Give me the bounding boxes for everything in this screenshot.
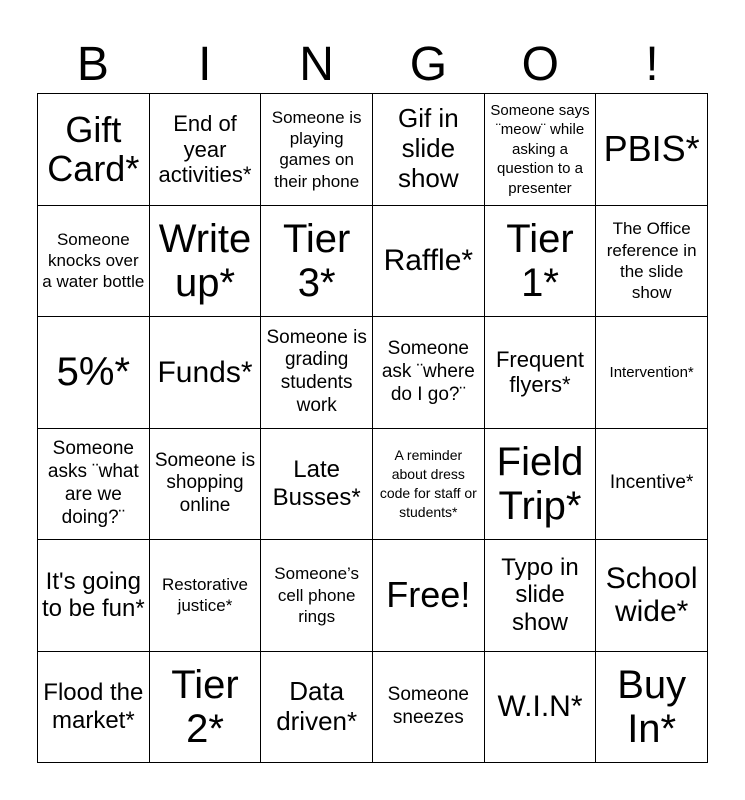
bingo-cell-r1-c6[interactable]: PBIS* [596,94,708,206]
bingo-cell-r3-c1[interactable]: 5%* [38,317,150,429]
bingo-cell-r2-c1[interactable]: Someone knocks over a water bottle [38,206,150,318]
bingo-cell-r5-c6[interactable]: School wide* [596,540,708,652]
bingo-cell-r5-c2[interactable]: Restorative justice* [150,540,262,652]
bingo-cell-r2-c3[interactable]: Tier 3* [261,206,373,318]
header-letter-n: N [299,38,334,91]
bingo-cell-r2-c4[interactable]: Raffle* [373,206,485,318]
bingo-cell-r6-c6[interactable]: Buy In* [596,652,708,764]
bingo-cell-r4-c6[interactable]: Incentive* [596,429,708,541]
header-letter-b: B [76,38,109,91]
bingo-cell-r2-c5[interactable]: Tier 1* [485,206,597,318]
bingo-cell-r3-c2[interactable]: Funds* [150,317,262,429]
bingo-board [37,93,708,763]
bingo-cell-r5-c5[interactable]: Typo in slide show [485,540,597,652]
bingo-cell-r3-c3[interactable]: Someone is grading students work [261,317,373,429]
bingo-cell-r6-c3[interactable]: Data driven* [261,652,373,764]
bingo-header [37,36,708,94]
bingo-cell-r6-c2[interactable]: Tier 2* [150,652,262,764]
bingo-cell-r5-c3[interactable]: Someone’s cell phone rings [261,540,373,652]
bingo-cell-r3-c6[interactable]: Intervention* [596,317,708,429]
bingo-cell-r1-c1[interactable]: Gift Card* [38,94,150,206]
bingo-cell-r1-c3[interactable]: Someone is playing games on their phone [261,94,373,206]
bingo-cell-r6-c4[interactable]: Someone sneezes [373,652,485,764]
bingo-cell-r5-c4[interactable]: Free! [373,540,485,652]
bingo-cell-r4-c5[interactable]: Field Trip* [485,429,597,541]
bingo-cell-r5-c1[interactable]: It's going to be fun* [38,540,150,652]
header-letter-g: G [409,38,448,91]
bingo-cell-r3-c4[interactable]: Someone ask ¨where do I go?¨ [373,317,485,429]
bingo-cell-r4-c3[interactable]: Late Busses* [261,429,373,541]
bingo-cell-r3-c5[interactable]: Frequent flyers* [485,317,597,429]
bingo-cell-r4-c1[interactable]: Someone asks ¨what are we doing?¨ [38,429,150,541]
header-letter-exclamation: ! [645,38,659,91]
bingo-cell-r4-c2[interactable]: Someone is shopping online [150,429,262,541]
header-letter-i: I [198,38,212,91]
header-letter-o: O [521,38,559,91]
bingo-cell-r2-c6[interactable]: The Office reference in the slide show [596,206,708,318]
bingo-cell-r6-c5[interactable]: W.I.N* [485,652,597,764]
bingo-cell-r4-c4[interactable]: A reminder about dress code for staff or students* [373,429,485,541]
bingo-cell-r1-c2[interactable]: End of year activities* [150,94,262,206]
bingo-cell-r2-c2[interactable]: Write up* [150,206,262,318]
bingo-cell-r6-c1[interactable]: Flood the market* [38,652,150,764]
bingo-cell-r1-c5[interactable]: Someone says ¨meow¨ while asking a question to a presenter [485,94,597,206]
bingo-cell-r1-c4[interactable]: Gif in slide show [373,94,485,206]
